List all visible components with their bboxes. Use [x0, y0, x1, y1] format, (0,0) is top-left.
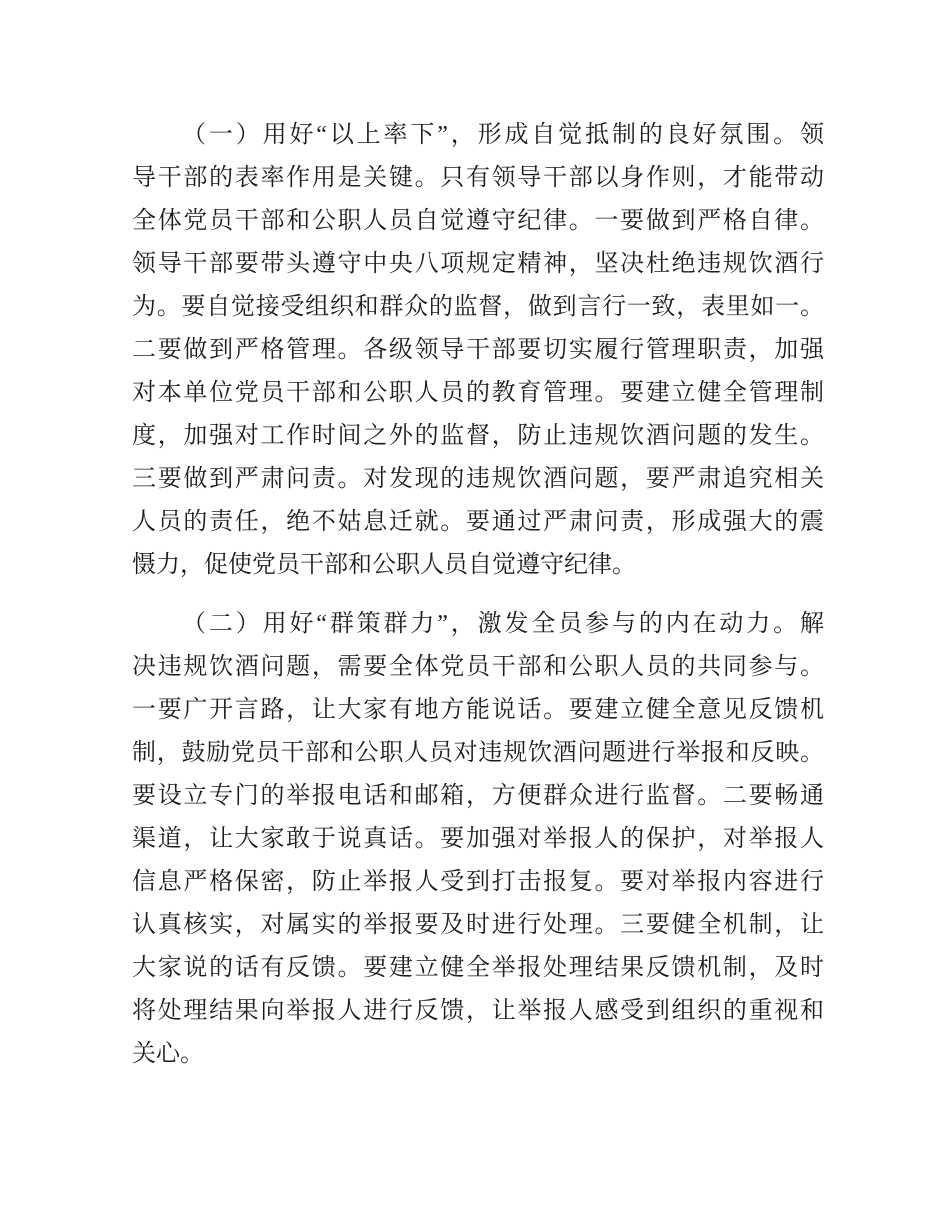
text-line: 领导干部要带头遵守中央八项规定精神，坚决杜绝违规饮酒行: [132, 251, 824, 277]
text-line: 要设立专门的举报电话和邮箱，方便群众进行监督。二要畅通: [132, 783, 824, 809]
text-line: 制，鼓励党员干部和公职人员对违规饮酒问题进行举报和反映。: [132, 740, 824, 766]
text-line: 渠道，让大家敢于说真话。要加强对举报人的保护，对举报人: [132, 826, 824, 852]
text-line: 慑力，促使党员干部和公职人员自觉遵守纪律。: [132, 552, 636, 578]
text-line: 三要做到严肃问责。对发现的违规饮酒问题，要严肃追究相关: [132, 466, 824, 492]
text-line: 认真核实，对属实的举报要及时进行处理。三要健全机制，让: [132, 912, 824, 938]
text-line: 决违规饮酒问题，需要全体党员干部和公职人员的共同参与。: [132, 654, 824, 680]
text-line: 一要广开言路，让大家有地方能说话。要建立健全意见反馈机: [132, 697, 824, 723]
text-line: 大家说的话有反馈。要建立健全举报处理结果反馈机制，及时: [132, 955, 824, 981]
document-page: [132, 114, 824, 1092]
text-line: 全体党员干部和公职人员自觉遵守纪律。一要做到严格自律。: [132, 208, 824, 234]
text-line: 将处理结果向举报人进行反馈，让举报人感受到组织的重视和: [132, 998, 824, 1024]
text-line: 导干部的表率作用是关键。只有领导干部以身作则，才能带动: [132, 165, 824, 191]
text-line: 对本单位党员干部和公职人员的教育管理。要建立健全管理制: [132, 380, 824, 406]
text-line: 度，加强对工作时间之外的监督，防止违规饮酒问题的发生。: [132, 423, 824, 449]
text-line: 二要做到严格管理。各级领导干部要切实履行管理职责，加强: [132, 337, 824, 363]
text-line: （二）用好“群策群力”，激发全员参与的内在动力。解: [182, 611, 824, 637]
text-line: 关心。: [132, 1041, 204, 1067]
paragraph: [132, 114, 824, 587]
text-line: 人员的责任，绝不姑息迁就。要通过严肃问责，形成强大的震: [132, 509, 824, 535]
text-line: 为。要自觉接受组织和群众的监督，做到言行一致，表里如一。: [132, 294, 824, 320]
text-line: （一）用好“以上率下”，形成自觉抵制的良好氛围。领: [182, 122, 824, 148]
text-line: 信息严格保密，防止举报人受到打击报复。要对举报内容进行: [132, 869, 824, 895]
paragraph: [132, 603, 824, 1076]
